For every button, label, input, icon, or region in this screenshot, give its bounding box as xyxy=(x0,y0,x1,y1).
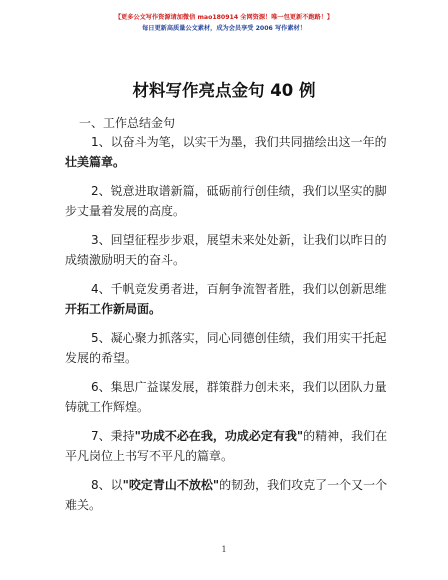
document-title: 材料写作亮点金句 40 例 xyxy=(132,81,316,100)
paragraph-3-line-1: 3、回望征程步步艰，展望未来处处新，让我们以昨日的 xyxy=(91,233,387,247)
paragraph-6-line-1: 6、集思广益谋发展，群策群力创未来，我们以团队力量 xyxy=(91,380,387,394)
paragraph-2-line-1: 2、锐意进取谱新篇，砥砺前行创佳绩，我们以坚实的脚 xyxy=(91,184,387,198)
paragraph-2 xyxy=(65,181,385,221)
page-number: 1 xyxy=(221,545,227,554)
paragraph-7-line-1 xyxy=(65,426,388,446)
paragraph-5 xyxy=(65,328,385,368)
section-heading: 一、工作总结金句 xyxy=(79,116,176,130)
promo-banner-line-2: 每日更新高质量公文素材，成为会员享受 2006 写作素材！ xyxy=(142,25,306,32)
paragraph-7-line-2: 平凡岗位上书写不平凡的篇章。 xyxy=(65,449,234,463)
paragraph-8-quote: "咬定青山不放松" xyxy=(122,478,220,492)
paragraph-1 xyxy=(65,132,385,172)
paragraph-1-line-1: 1、以奋斗为笔，以实干为墨，我们共同描绘出这一年的 xyxy=(91,135,387,149)
paragraph-7 xyxy=(65,426,388,466)
paragraph-5-line-2: 发展的希望。 xyxy=(65,351,138,365)
paragraph-5-line-1: 5、凝心聚力抓落实，同心同德创佳绩，我们用实干托起 xyxy=(91,331,387,345)
paragraph-4-line-2: 开拓工作新局面。 xyxy=(65,302,162,316)
paragraph-3 xyxy=(65,230,385,270)
paragraph-1-line-2: 壮美篇章。 xyxy=(65,155,126,169)
paragraph-7-prefix: 7、秉持 xyxy=(91,429,135,443)
paragraph-8-suffix: 的韧劲，我们攻克了一个又一个 xyxy=(219,478,388,492)
paragraph-7-suffix: 的精神，我们在 xyxy=(303,429,388,443)
paragraph-4 xyxy=(65,279,385,319)
paragraph-8-prefix: 8、以 xyxy=(91,478,123,492)
paragraph-8-line-1 xyxy=(65,475,388,495)
paragraph-3-line-2: 成绩激励明天的奋斗。 xyxy=(65,253,186,267)
paragraph-2-line-2: 步丈量着发展的高度。 xyxy=(65,204,186,218)
promo-banner-line-1: 【更多公文写作资源请加微信 mao180914 全网资源！唯一包更新不跑路！】 xyxy=(114,14,334,21)
paragraph-6 xyxy=(65,377,385,417)
paragraph-8-line-2: 难关。 xyxy=(65,498,102,512)
paragraph-4-line-1: 4、千帆竞发勇者进，百舸争流智者胜，我们以创新思维 xyxy=(91,282,387,296)
paragraph-7-quote: "功成不必在我，功成必定有我" xyxy=(134,429,304,443)
paragraph-8 xyxy=(65,475,388,515)
paragraph-6-line-2: 铸就工作辉煌。 xyxy=(65,400,150,414)
